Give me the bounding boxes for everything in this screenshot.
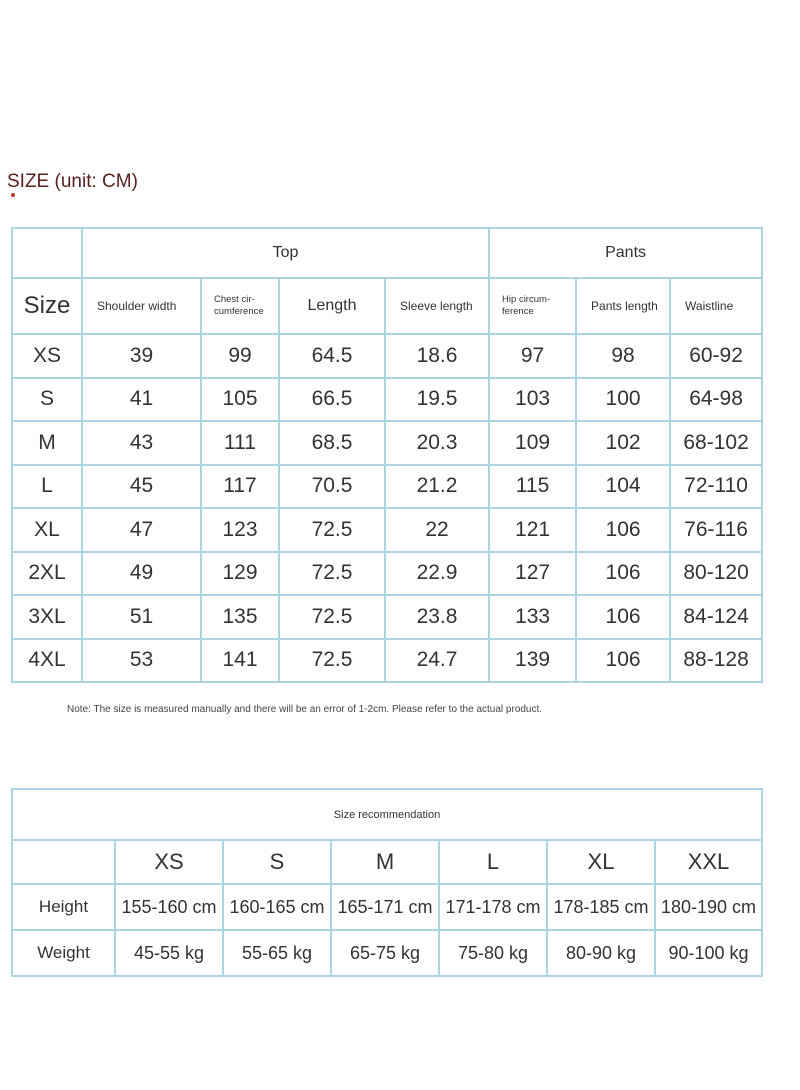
cell-length: 70.5 xyxy=(279,465,385,509)
cell-shoulder-width: 49 xyxy=(82,552,201,596)
height-value: 165-171 cm xyxy=(331,884,439,930)
cell-hip-circumference: 121 xyxy=(489,508,576,552)
cell-hip-circumference: 97 xyxy=(489,334,576,378)
cell-chest-circumference: 117 xyxy=(201,465,279,509)
cell-sleeve-length: 20.3 xyxy=(385,421,489,465)
cell-sleeve-length: 18.6 xyxy=(385,334,489,378)
weight-value: 65-75 kg xyxy=(331,930,439,976)
cell-pants-length: 106 xyxy=(576,639,670,683)
cell-length: 72.5 xyxy=(279,639,385,683)
cell-pants-length: 102 xyxy=(576,421,670,465)
cell-chest-circumference: 99 xyxy=(201,334,279,378)
height-label: Height xyxy=(12,884,115,930)
cell-shoulder-width: 47 xyxy=(82,508,201,552)
group-header-row xyxy=(12,228,762,278)
height-value: 178-185 cm xyxy=(547,884,655,930)
cell-shoulder-width: 53 xyxy=(82,639,201,683)
cell-sleeve-length: 21.2 xyxy=(385,465,489,509)
cell-waistline: 76-116 xyxy=(670,508,762,552)
cell-size: 2XL xyxy=(12,552,82,596)
recommendation-title-row xyxy=(12,789,762,840)
cell-sleeve-length: 24.7 xyxy=(385,639,489,683)
cell-hip-circumference: 109 xyxy=(489,421,576,465)
cell-waistline: 80-120 xyxy=(670,552,762,596)
height-value: 160-165 cm xyxy=(223,884,331,930)
column-header-chest-circumference: Chest cir-cumference xyxy=(201,278,279,334)
recommendation-size: L xyxy=(439,840,547,884)
cell-hip-circumference: 115 xyxy=(489,465,576,509)
cell-chest-circumference: 111 xyxy=(201,421,279,465)
recommendation-corner-blank xyxy=(12,840,115,884)
size-row xyxy=(12,465,762,509)
cell-shoulder-width: 43 xyxy=(82,421,201,465)
cell-size: 4XL xyxy=(12,639,82,683)
weight-value: 45-55 kg xyxy=(115,930,223,976)
size-recommendation-table xyxy=(11,788,763,977)
cell-chest-circumference: 141 xyxy=(201,639,279,683)
cell-shoulder-width: 45 xyxy=(82,465,201,509)
recommendation-size: M xyxy=(331,840,439,884)
weight-value: 90-100 kg xyxy=(655,930,762,976)
size-row xyxy=(12,334,762,378)
size-row xyxy=(12,378,762,422)
cell-pants-length: 106 xyxy=(576,595,670,639)
cell-chest-circumference: 129 xyxy=(201,552,279,596)
recommendation-size: XS xyxy=(115,840,223,884)
cell-pants-length: 106 xyxy=(576,552,670,596)
cell-size: M xyxy=(12,421,82,465)
column-header-pants-length: Pants length xyxy=(576,278,670,334)
cell-waistline: 72-110 xyxy=(670,465,762,509)
cell-sleeve-length: 22 xyxy=(385,508,489,552)
column-header-shoulder-width: Shoulder width xyxy=(82,278,201,334)
recommendation-size: XL xyxy=(547,840,655,884)
cell-hip-circumference: 133 xyxy=(489,595,576,639)
cell-size: XS xyxy=(12,334,82,378)
cell-pants-length: 100 xyxy=(576,378,670,422)
column-header-sleeve-length: Sleeve length xyxy=(385,278,489,334)
size-table xyxy=(11,227,763,683)
height-value: 180-190 cm xyxy=(655,884,762,930)
size-row xyxy=(12,595,762,639)
column-header-row xyxy=(12,278,762,334)
title-dot xyxy=(11,193,15,197)
cell-hip-circumference: 139 xyxy=(489,639,576,683)
cell-waistline: 68-102 xyxy=(670,421,762,465)
size-row xyxy=(12,421,762,465)
cell-length: 72.5 xyxy=(279,552,385,596)
cell-waistline: 84-124 xyxy=(670,595,762,639)
cell-pants-length: 106 xyxy=(576,508,670,552)
cell-shoulder-width: 41 xyxy=(82,378,201,422)
recommendation-size-row xyxy=(12,840,762,884)
group-header-pants: Pants xyxy=(489,228,762,278)
cell-waistline: 64-98 xyxy=(670,378,762,422)
cell-waistline: 60-92 xyxy=(670,334,762,378)
cell-length: 64.5 xyxy=(279,334,385,378)
column-header-size: Size xyxy=(12,278,82,334)
size-row xyxy=(12,552,762,596)
recommendation-height-row xyxy=(12,884,762,930)
group-header-top: Top xyxy=(82,228,489,278)
cell-size: XL xyxy=(12,508,82,552)
size-row xyxy=(12,639,762,683)
cell-sleeve-length: 19.5 xyxy=(385,378,489,422)
cell-sleeve-length: 22.9 xyxy=(385,552,489,596)
recommendation-size: XXL xyxy=(655,840,762,884)
cell-length: 66.5 xyxy=(279,378,385,422)
column-header-waistline: Waistline xyxy=(670,278,762,334)
cell-sleeve-length: 23.8 xyxy=(385,595,489,639)
cell-shoulder-width: 39 xyxy=(82,334,201,378)
cell-length: 68.5 xyxy=(279,421,385,465)
recommendation-title: Size recommendation xyxy=(12,789,762,840)
cell-length: 72.5 xyxy=(279,508,385,552)
cell-pants-length: 104 xyxy=(576,465,670,509)
weight-value: 75-80 kg xyxy=(439,930,547,976)
weight-label: Weight xyxy=(12,930,115,976)
cell-shoulder-width: 51 xyxy=(82,595,201,639)
recommendation-weight-row xyxy=(12,930,762,976)
cell-size: L xyxy=(12,465,82,509)
height-value: 171-178 cm xyxy=(439,884,547,930)
size-row xyxy=(12,508,762,552)
weight-value: 55-65 kg xyxy=(223,930,331,976)
cell-pants-length: 98 xyxy=(576,334,670,378)
column-header-hip-circumference: Hip circum-ference xyxy=(489,278,576,334)
cell-hip-circumference: 103 xyxy=(489,378,576,422)
recommendation-size: S xyxy=(223,840,331,884)
group-header-blank xyxy=(12,228,82,278)
cell-chest-circumference: 105 xyxy=(201,378,279,422)
cell-size: S xyxy=(12,378,82,422)
cell-waistline: 88-128 xyxy=(670,639,762,683)
cell-length: 72.5 xyxy=(279,595,385,639)
cell-chest-circumference: 123 xyxy=(201,508,279,552)
page-title: SIZE (unit: CM) xyxy=(7,171,138,192)
weight-value: 80-90 kg xyxy=(547,930,655,976)
height-value: 155-160 cm xyxy=(115,884,223,930)
cell-chest-circumference: 135 xyxy=(201,595,279,639)
cell-hip-circumference: 127 xyxy=(489,552,576,596)
cell-size: 3XL xyxy=(12,595,82,639)
measurement-note: Note: The size is measured manually and there will be an error of 1-2cm. Please refer to the actual product. xyxy=(67,704,543,715)
column-header-length: Length xyxy=(279,278,385,334)
